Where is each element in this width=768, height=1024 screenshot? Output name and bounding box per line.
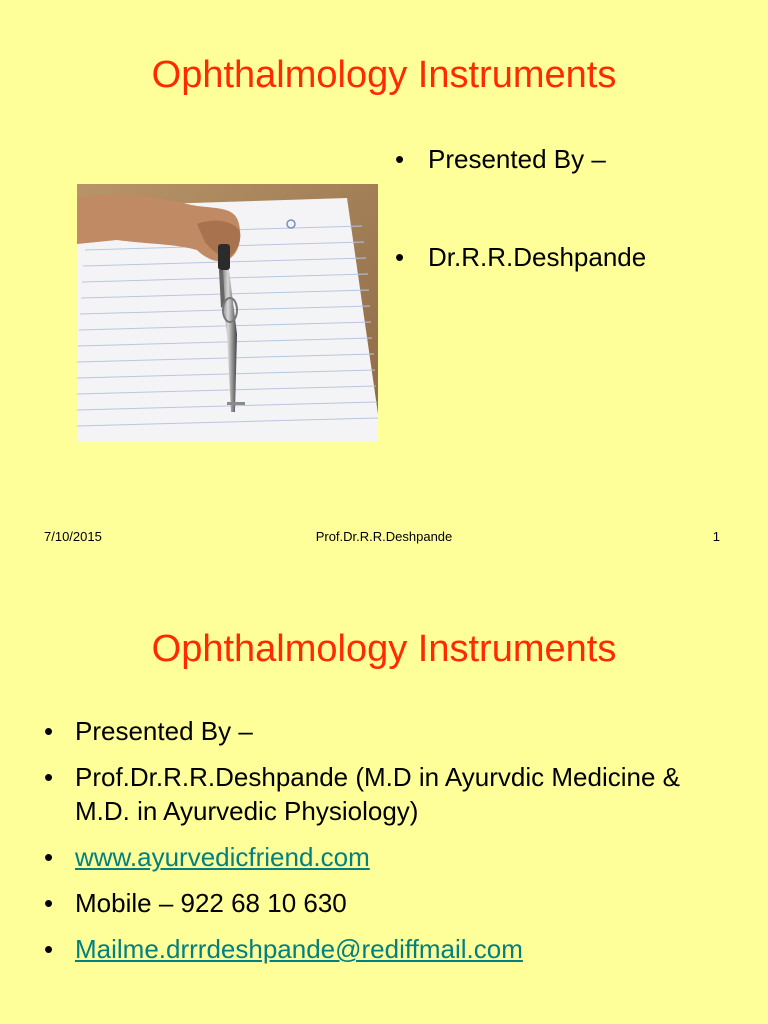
mobile-number: • Mobile – 922 68 10 630	[44, 886, 734, 920]
slide-1-title: Ophthalmology Instruments	[151, 54, 617, 96]
presented-by-text: • Presented By –	[44, 714, 734, 748]
slide-2-bullets	[44, 714, 734, 978]
website-link[interactable]: www.ayurvedicfriend.com	[75, 842, 370, 872]
presented-by-text: • Presented By –	[395, 140, 646, 178]
email-link[interactable]: Mailme.drrrdeshpande@rediffmail.com	[75, 934, 523, 964]
footer-author: Prof.Dr.R.R.Deshpande	[315, 529, 453, 544]
slide-2-title: Ophthalmology Instruments	[151, 628, 617, 670]
author-qualifications: • Prof.Dr.R.R.Deshpande (M.D in Ayurvdic Medicine & M.D. in Ayurvedic Physiology)	[44, 760, 734, 828]
forceps-photo-icon	[77, 184, 378, 442]
presenter-name: • Dr.R.R.Deshpande	[395, 238, 646, 276]
slide-1-bullets	[395, 140, 646, 276]
footer-page-number: 1	[712, 529, 720, 544]
email-item	[44, 932, 734, 966]
instrument-photo	[77, 184, 378, 442]
website-item	[44, 840, 734, 874]
slide-2	[0, 576, 768, 1024]
footer-date: 7/10/2015	[44, 529, 102, 544]
